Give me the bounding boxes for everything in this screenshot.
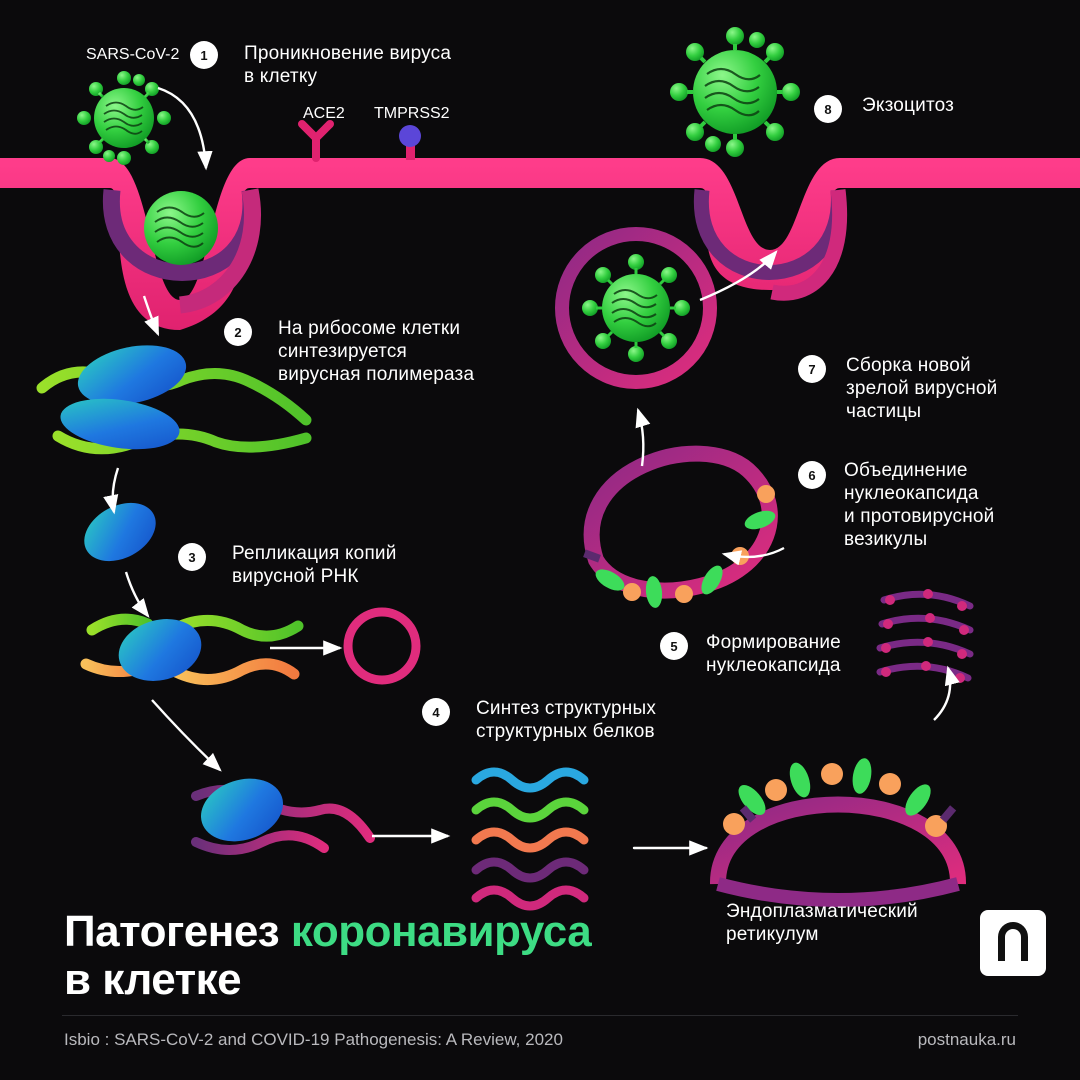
step-5-line-2: нуклеокапсида <box>706 655 841 676</box>
step-text-1 <box>244 42 504 88</box>
label-ace2: ACE2 <box>303 105 345 122</box>
step-badge-1: 1 <box>190 41 218 69</box>
endoplasmic-reticulum <box>716 757 960 900</box>
step-text-3 <box>232 542 472 588</box>
step-badge-5: 5 <box>660 632 688 660</box>
step-badge-7: 7 <box>798 355 826 383</box>
label-tmprss2: TMPRSS2 <box>374 105 450 122</box>
step-3-line-2: вирусной РНК <box>232 566 359 587</box>
step-text-5 <box>706 631 926 677</box>
page-title-line-2: в клетке <box>64 955 242 1004</box>
rna-replication-complex <box>86 610 416 690</box>
step-text-4 <box>476 697 726 743</box>
page-title <box>64 908 684 1004</box>
step-8-line-1: Экзоцитоз <box>862 95 955 116</box>
step-7-line-2: зрелой вирусной <box>846 378 998 399</box>
step-text-7 <box>846 354 1066 423</box>
virus-particle-released <box>670 27 800 157</box>
page-title-plain: Патогенез <box>64 907 291 956</box>
step-6-line-2: нуклеокапсида <box>844 483 979 504</box>
virus-particle-entering <box>77 71 171 165</box>
step-badge-4: 4 <box>422 698 450 726</box>
step-3-line-1: Репликация копий <box>232 543 397 564</box>
page-title-accent: коронавируса <box>290 907 592 956</box>
footer-divider <box>62 1015 1018 1016</box>
structural-proteins <box>476 772 706 906</box>
step-4-line-2: структурных белков <box>476 721 655 742</box>
source-credit: Isbio : SARS-CoV-2 and COVID-19 Pathogenesis: A Review, 2020 <box>64 1030 563 1049</box>
logo-glyph <box>994 923 1032 963</box>
tmprss2-receptor <box>399 125 421 160</box>
step-badge-2: 2 <box>224 318 252 346</box>
step-6-line-3: и протовирусной <box>844 506 995 527</box>
step-1-line-1: Проникновение вируса <box>244 43 452 64</box>
step-7-line-3: частицы <box>846 401 922 422</box>
step-2-line-2: синтезируется <box>278 341 408 362</box>
step-2-line-1: На рибосоме клетки <box>278 318 461 339</box>
label-sars-cov-2: SARS-CoV-2 <box>86 46 180 63</box>
step-badge-3: 3 <box>178 543 206 571</box>
er-label-line-2: ретикулум <box>726 924 819 945</box>
step-6-line-1: Объединение <box>844 460 968 481</box>
mrna-transcription <box>193 768 448 851</box>
step-7-line-1: Сборка новой <box>846 355 971 376</box>
ace2-receptor <box>302 124 330 158</box>
er-label-line-1: Эндоплазматический <box>726 901 918 922</box>
step-text-6 <box>844 459 1080 551</box>
postnauka-logo <box>980 910 1046 976</box>
step-badge-6: 6 <box>798 461 826 489</box>
provirion-vesicle <box>583 454 784 609</box>
er-label <box>726 900 966 946</box>
step-2-line-3: вирусная полимераза <box>278 364 475 385</box>
step-1-line-2: в клетку <box>244 66 318 87</box>
virus-in-endosome <box>144 191 218 265</box>
step-6-line-4: везикулы <box>844 529 928 550</box>
step-text-8 <box>862 94 1062 117</box>
step-text-2 <box>278 317 538 386</box>
step-badge-8: 8 <box>814 95 842 123</box>
site-credit: postnauka.ru <box>917 1030 1016 1049</box>
step-5-line-1: Формирование <box>706 632 841 653</box>
polymerase-step3 <box>74 491 166 573</box>
polymerase-and-rna-step2 <box>42 336 306 456</box>
step-4-line-1: Синтез структурных <box>476 698 657 719</box>
